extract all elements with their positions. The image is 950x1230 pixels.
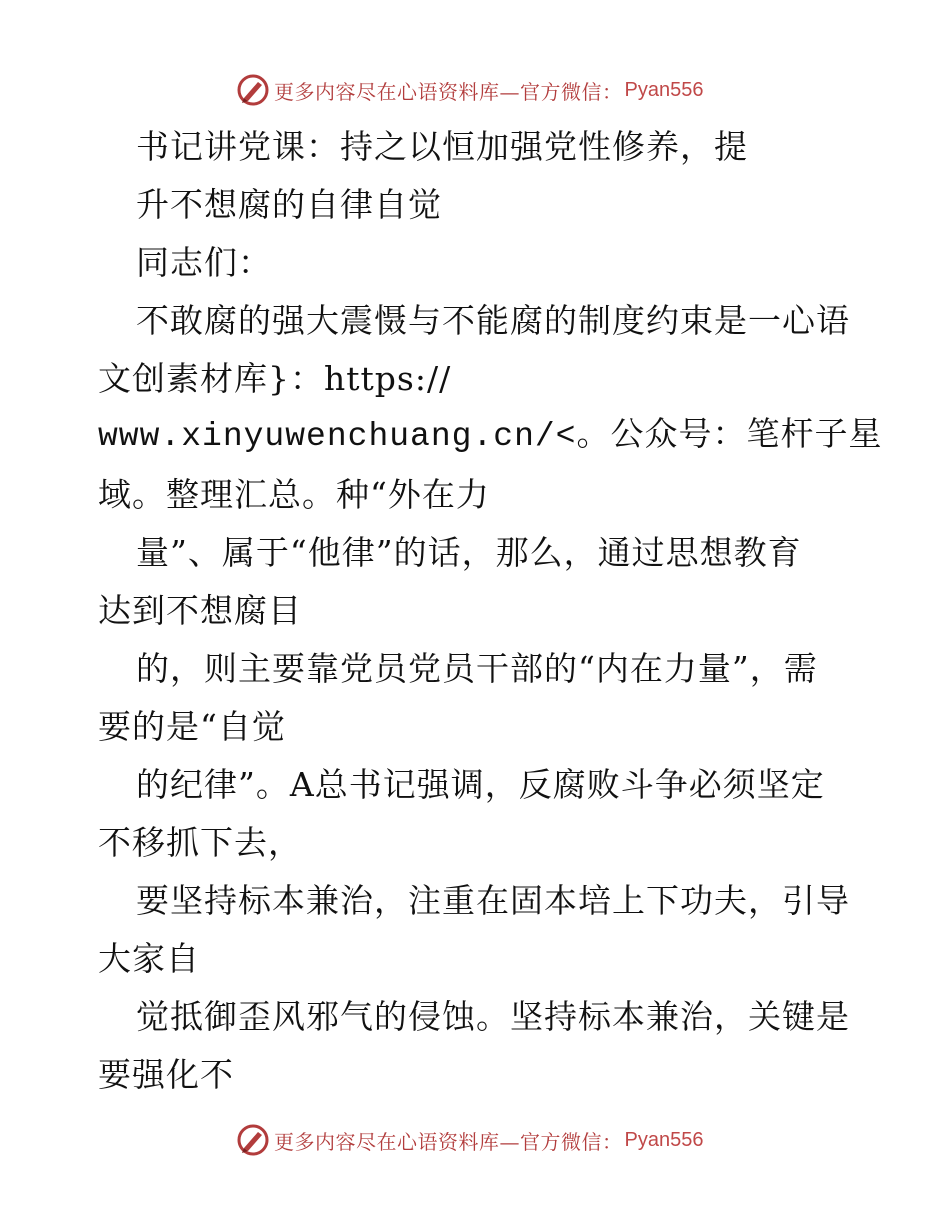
text-line: 文创素材库}：https:// (98, 359, 452, 398)
text-line: 大家自 (98, 939, 200, 978)
text-line: 的，则主要靠党员党员干部的“内在力量”，需 (136, 649, 818, 688)
text-line: 觉抵御歪风邪气的侵蚀。坚持标本兼治，关键是 (136, 997, 850, 1036)
text-line: 量”、属于“他律”的话，那么，通过思想教育 (136, 533, 802, 572)
footer-watermark (236, 1122, 703, 1158)
text-line: 升不想腐的自律自觉 (136, 185, 442, 224)
watermark-wechat-id: Pyan556 (624, 1128, 704, 1151)
pen-logo-icon (236, 73, 270, 107)
text-line: 不移抓下去， (98, 823, 302, 862)
watermark-text: 更多内容尽在心语资料库—官方微信： (274, 1129, 623, 1154)
text-line: 不敢腐的强大震慑与不能腐的制度约束是一心语 (136, 301, 850, 340)
text-line: 要强化不 (98, 1055, 234, 1094)
text-line: www.xinyuwenchuang.cn/<。公众号：笔杆子星 (98, 418, 883, 455)
text-line: 的纪律”。A总书记强调，反腐败斗争必须坚定 (136, 765, 825, 804)
pen-logo-icon (236, 1123, 270, 1157)
text-line: 书记讲党课：持之以恒加强党性修养，提 (136, 127, 748, 166)
text-line: 达到不想腐目 (98, 591, 302, 630)
text-line: 要坚持标本兼治，注重在固本培上下功夫，引导 (136, 881, 850, 920)
text-line: 域。整理汇总。种“外在力 (98, 475, 490, 514)
document-body (98, 118, 883, 1104)
text-line: 同志们： (136, 243, 272, 282)
watermark-wechat-id: Pyan556 (624, 78, 704, 101)
watermark-text: 更多内容尽在心语资料库—官方微信： (274, 79, 623, 104)
header-watermark (236, 72, 703, 108)
text-line: 要的是“自觉 (98, 707, 286, 746)
